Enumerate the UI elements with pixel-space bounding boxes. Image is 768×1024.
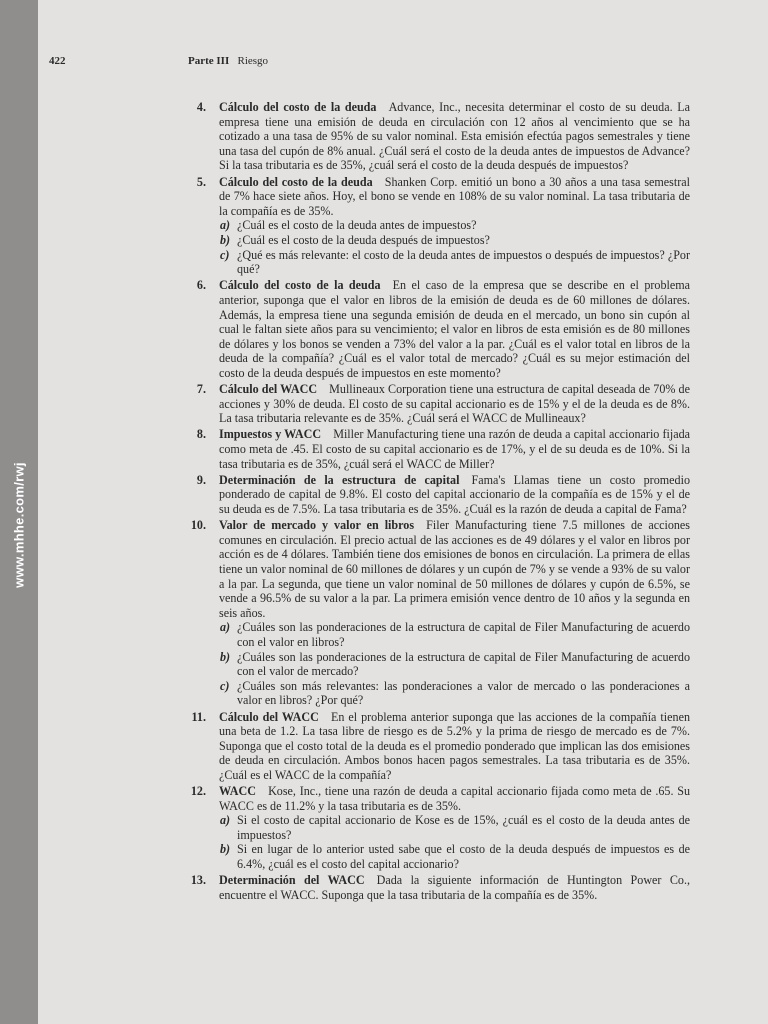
subquestion-letter: b) bbox=[220, 232, 231, 247]
problem-title: Impuestos y WACC bbox=[219, 427, 322, 442]
problem-item bbox=[184, 427, 690, 471]
problem-title: Cálculo del WACC bbox=[219, 709, 319, 724]
subquestion bbox=[219, 248, 690, 277]
margin-bar bbox=[0, 0, 38, 1024]
subquestion-letter: a) bbox=[220, 218, 231, 233]
subquestion-text: ¿Qué es más relevante: el costo de la deuda antes de impuestos o después de impuestos? ¿Por qué? bbox=[237, 247, 690, 277]
problem-item bbox=[184, 518, 690, 708]
problem-item bbox=[184, 382, 690, 426]
problem-title: Determinación del WACC bbox=[219, 873, 365, 888]
problem-item bbox=[184, 710, 690, 783]
problem-number: 10. bbox=[190, 518, 206, 533]
problem-title: Cálculo del costo de la deuda bbox=[219, 278, 381, 293]
subquestion bbox=[219, 679, 690, 708]
subquestion bbox=[219, 650, 690, 679]
subquestion-letter: a) bbox=[220, 813, 231, 828]
problem-text: Shanken Corp. emitió un bono a 30 años a una tasa semestral de 7% hace siete años. Hoy, el bono se vende en 108% de su valor nominal. La tasa tributaria de la compañía es de 35%. bbox=[219, 174, 690, 218]
problem-item bbox=[184, 278, 690, 380]
problem-title: WACC bbox=[219, 784, 256, 799]
subquestion-letter: b) bbox=[220, 842, 231, 857]
problem-number: 12. bbox=[190, 784, 206, 799]
page-number: 422 bbox=[49, 55, 66, 67]
problem-title: Valor de mercado y valor en libros bbox=[219, 518, 415, 533]
problem-text: En el caso de la empresa que se describe en el problema anterior, suponga que el valor en libros de la emisión de deuda es de 60 millones de dólares. Además, la empresa tiene una segunda emisión de deuda en el mercado, un bono sin cupón al cual le faltan siete años para su vencimiento; el valor en libros de esta emisión es de 80 millones de dólares y los bonos se venden a 73% del valor a la par. ¿Cuál es el valor total en libros de la deuda de la compañía? ¿Cuál es el valor total de mercado? ¿Cuál es su mejor estimación del costo de la deuda después de impuestos en este momento? bbox=[219, 278, 690, 380]
subquestion-text: ¿Cuáles son las ponderaciones de la estructura de capital de Filer Manufacturing de acuerdo con el valor de mercado? bbox=[237, 649, 690, 679]
problem-item bbox=[184, 100, 690, 173]
problem-text: Mullineaux Corporation tiene una estructura de capital deseada de 70% de acciones y 30% de deuda. El costo de su capital accionario es de 15% y el de la deuda es de 8%. La tasa tributaria relevante es de 35%. ¿Cuál será el WACC de Mullineaux? bbox=[219, 382, 690, 426]
problem-text: Filer Manufacturing tiene 7.5 millones de acciones comunes en circulación. El precio actual de las acciones es de 49 dólares y el valor en libros por acción es de 4 dólares. También tiene dos emisiones de bonos en circulación. La primera de ellas tiene un valor nominal de 60 millones de dólares y un cupón de 7% y se vende a 93% de su valor a la par. La segunda, que tiene un valor nominal de 50 millones de dólares y cupón de 6.5%, se vende a 96.5% de su valor a la par. La primera emisión vence dentro de 10 años y la segunda en seis años. bbox=[219, 518, 690, 620]
problem-item bbox=[184, 873, 690, 902]
problem-text: Fama's Llamas tiene un costo promedio ponderado de capital de 9.8%. El costo del capital accionario de la compañía es de 15% y el de su deuda es de 7.5%. La tasa tributaria es de 35%. ¿Cuál es la razón de deuda a capital de Fama? bbox=[219, 472, 690, 516]
section-title: Riesgo bbox=[237, 55, 269, 67]
subquestion-letter: c) bbox=[220, 678, 230, 693]
subquestion-text: ¿Cuál es el costo de la deuda después de impuestos? bbox=[237, 232, 490, 247]
subquestion-letter: a) bbox=[220, 620, 231, 635]
problem-text: En el problema anterior suponga que las acciones de la compañía tienen una beta de 1.2. La tasa libre de riesgo es de 5.2% y la prima de riesgo de mercado es de 7%. Suponga que el costo total de la deuda es el promedio ponderado que implican las dos emisiones de deuda en circulación. Ambos bonos hacen pagos semestrales. La tasa tributaria es de 35%. ¿Cuál es el WACC de la compañía? bbox=[219, 709, 690, 782]
problem-number: 7. bbox=[196, 382, 206, 397]
problem-title: Cálculo del costo de la deuda bbox=[219, 174, 373, 189]
part-number: III bbox=[216, 55, 230, 67]
subquestion bbox=[219, 842, 690, 871]
part-label: Parte bbox=[188, 55, 214, 67]
problem-number: 4. bbox=[196, 100, 206, 114]
subquestion-text: ¿Cuáles son más relevantes: las ponderaciones a valor de mercado o las ponderaciones a valor en libros? ¿Por qué? bbox=[237, 678, 690, 708]
subquestion bbox=[219, 233, 690, 248]
problem-number: 6. bbox=[196, 278, 206, 293]
problem-item bbox=[184, 473, 690, 517]
problem-list bbox=[184, 100, 690, 904]
problem-number: 9. bbox=[196, 472, 206, 487]
subquestion-letter: c) bbox=[220, 247, 230, 262]
subquestion bbox=[219, 218, 690, 233]
subquestion-text: Si el costo de capital accionario de Kose es de 15%, ¿cuál es el costo de la deuda antes de impuestos? bbox=[237, 813, 690, 842]
subquestion bbox=[219, 813, 690, 842]
subquestion-text: ¿Cuáles son las ponderaciones de la estructura de capital de Filer Manufacturing de acuerdo con el valor en libros? bbox=[237, 620, 690, 649]
problem-number: 13. bbox=[190, 873, 206, 888]
problem-number: 11. bbox=[191, 709, 206, 724]
problem-text: Dada la siguiente información de Huntington Power Co., encuentre el WACC. Suponga que la tasa tributaria de la compañía es de 35%. bbox=[219, 873, 691, 902]
problem-title: Cálculo del WACC bbox=[219, 382, 318, 397]
subquestion bbox=[219, 620, 690, 649]
subquestion-text: ¿Cuál es el costo de la deuda antes de impuestos? bbox=[237, 218, 477, 233]
problem-number: 5. bbox=[196, 174, 206, 189]
problem-item bbox=[184, 784, 690, 872]
problem-text: Miller Manufacturing tiene una razón de deuda a capital accionario fijada como meta de .45. El costo de su capital accionario es de 17%, y el de su deuda es de 10%. Si la tasa tributaria es de 35%, ¿cuál será el WACC de Miller? bbox=[219, 427, 690, 471]
problem-text: Advance, Inc., necesita determinar el costo de su deuda. La empresa tiene una emisión de deuda en circulación con 12 años al vencimiento que se ha cotizado a una tasa de 95% de su valor nominal. Esta emisión efectúa pagos semestrales y tiene una tasa del cupón de 8% anual. ¿Cuál será el costo de la deuda antes de impuestos de Advance? Si la tasa tributaria es de 35%, ¿cuál será el costo de la deuda después de impuestos? bbox=[219, 100, 690, 173]
problem-text: Kose, Inc., tiene una razón de deuda a capital accionario fijada como meta de .65. Su WACC es de 11.2% y la tasa tributaria es de 35%. bbox=[219, 784, 690, 813]
problem-title: Determinación de la estructura de capital bbox=[219, 472, 460, 487]
problem-title: Cálculo del costo de la deuda bbox=[219, 100, 377, 114]
problem-number: 8. bbox=[196, 427, 206, 442]
subquestion-text: Si en lugar de lo anterior usted sabe que el costo de la deuda después de impuestos es de 6.4%, ¿cuál es el costo del capital accionario? bbox=[237, 842, 690, 872]
running-head bbox=[188, 55, 268, 67]
subquestion-letter: b) bbox=[220, 649, 231, 664]
margin-url: www.mhhe.com/rwj bbox=[11, 462, 27, 588]
problem-item bbox=[184, 175, 690, 277]
